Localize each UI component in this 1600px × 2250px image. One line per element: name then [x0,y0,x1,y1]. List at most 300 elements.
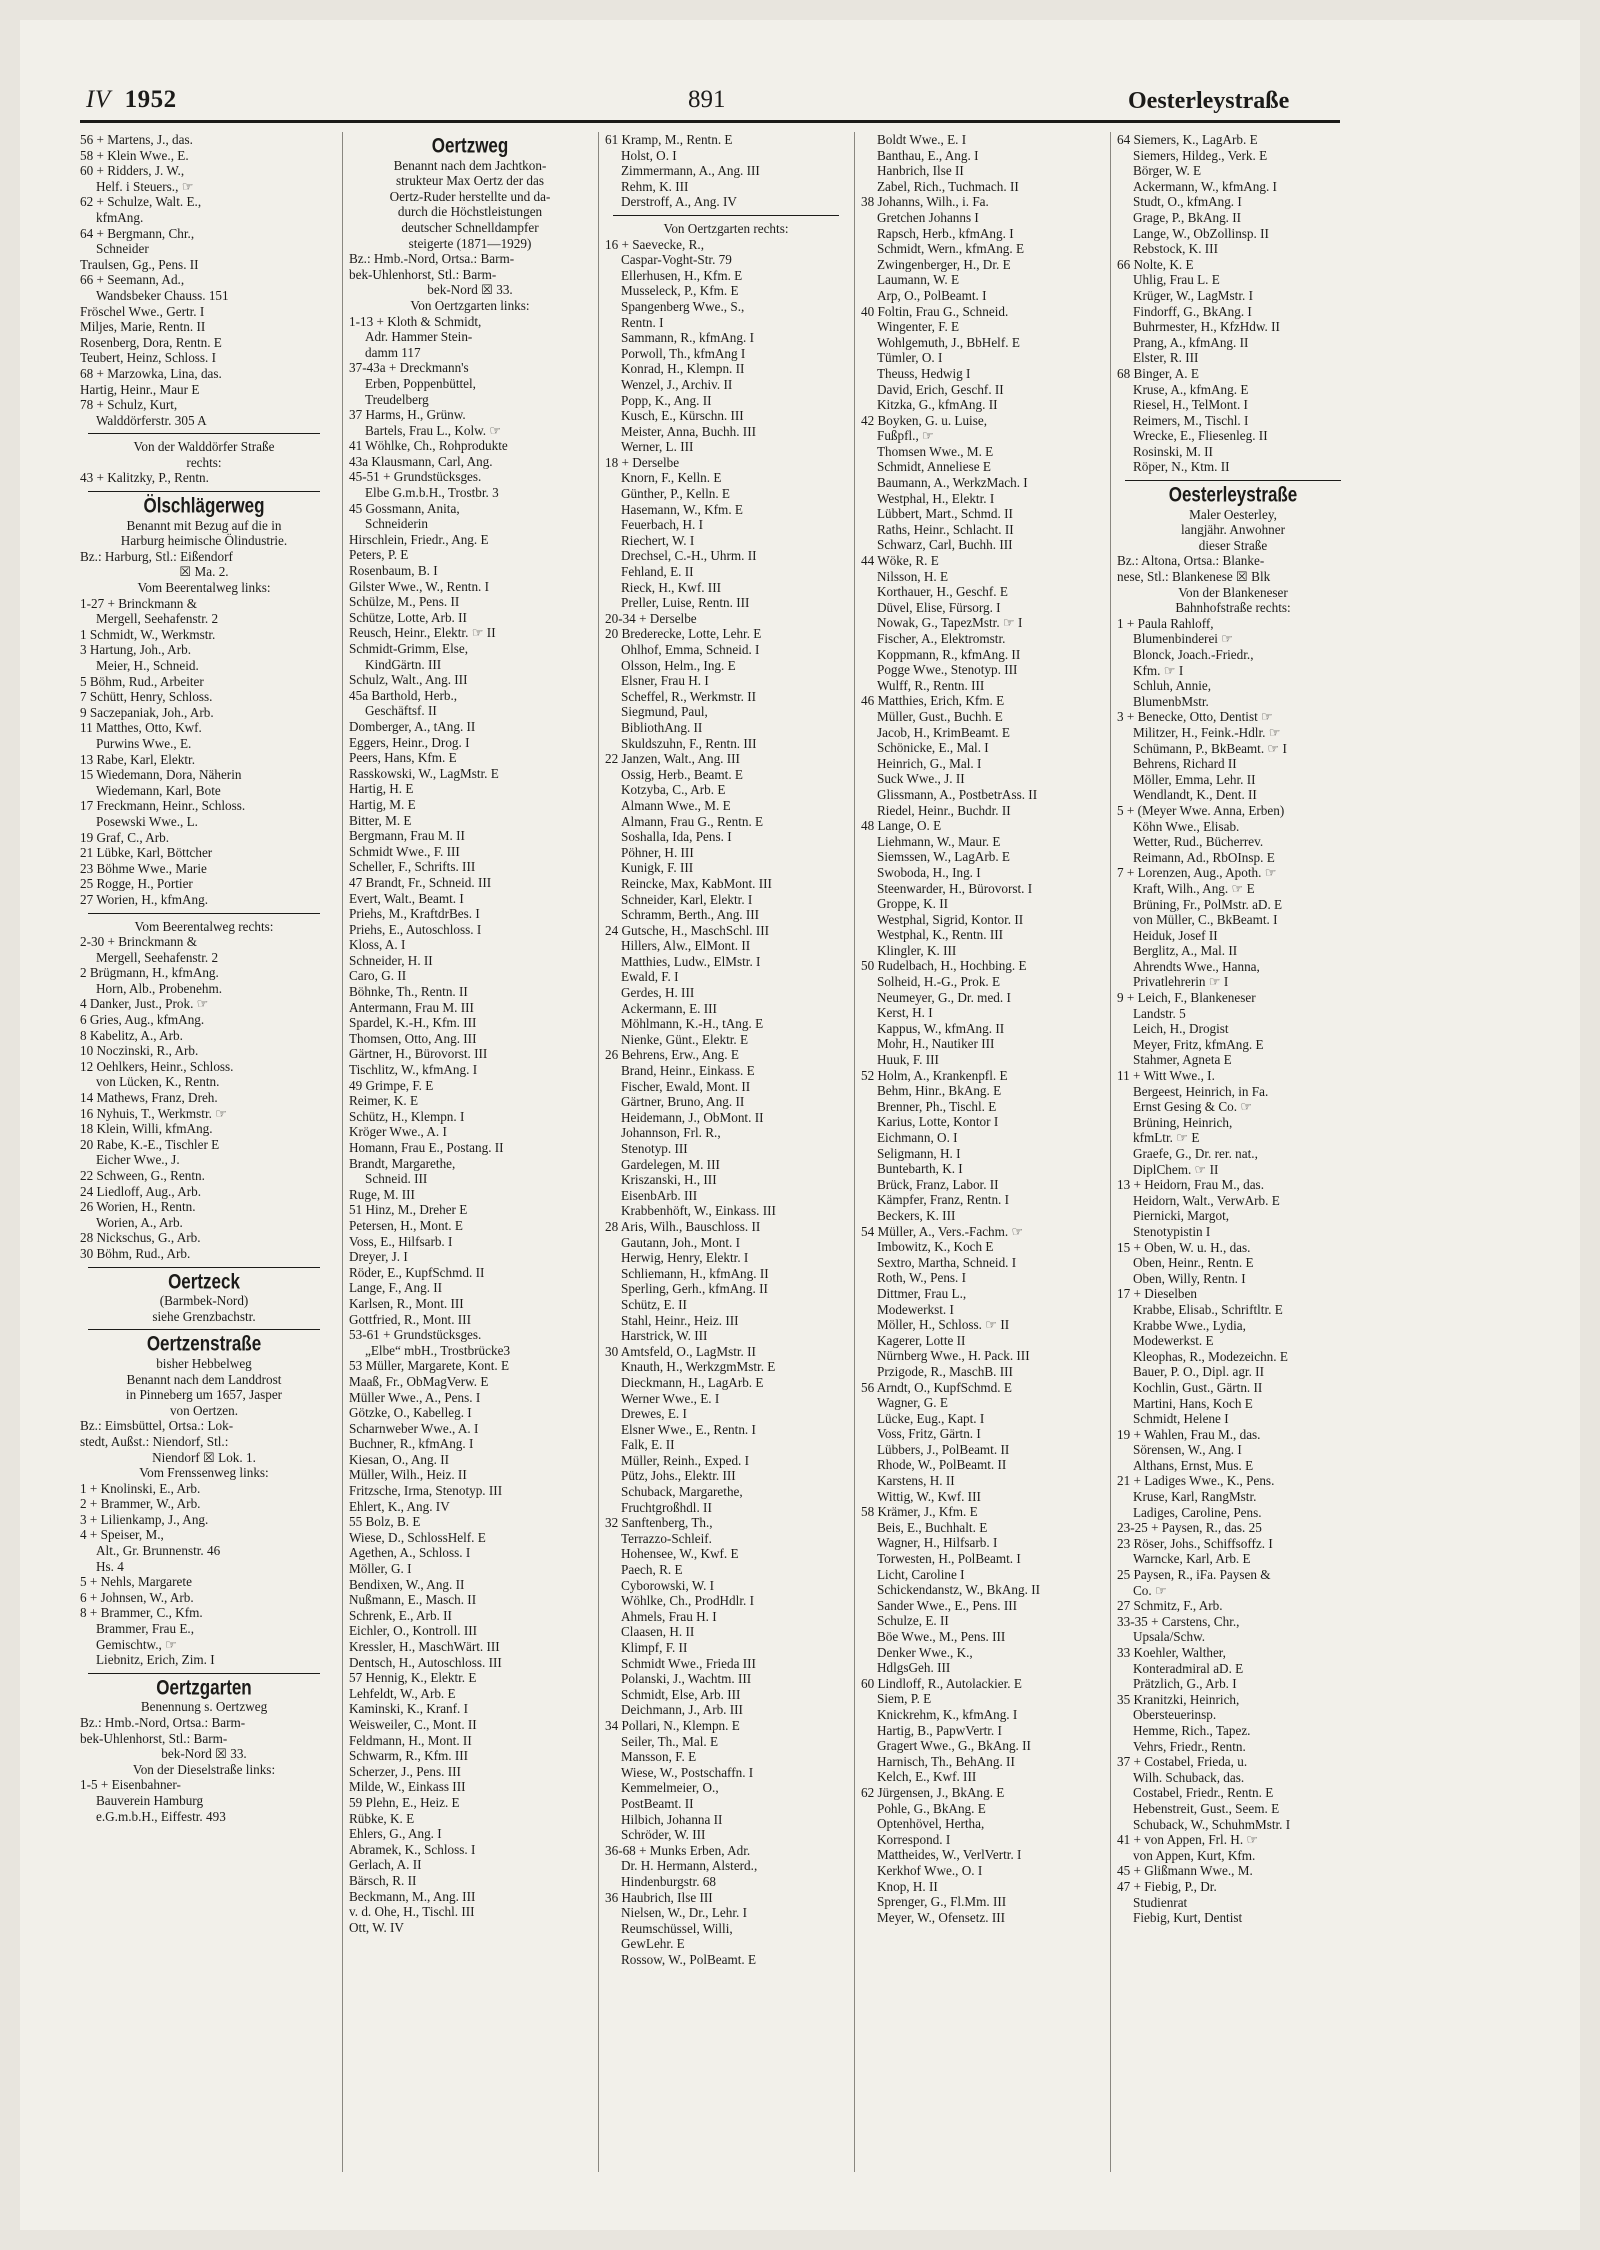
directory-entry: (Barmbek-Nord) [159,1293,249,1309]
directory-entry: von Oertzen. [169,1402,239,1418]
directory-entry: Mattheides, W., VerlVertr. I [877,1847,1022,1863]
directory-entry: Swoboda, H., Ing. I [877,864,981,880]
directory-entry: Heidemann, J., ObMont. II [621,1109,764,1125]
directory-entry: 4 Danker, Just., Prok. ☞ [80,996,209,1012]
directory-entry: Bz.: Harburg, Stl.: Eißendorf [80,548,233,564]
directory-entry: Gardelegen, M. III [621,1156,720,1172]
directory-entry: Wiese, W., Postschaffn. I [621,1764,754,1780]
directory-entry: Sextro, Martha, Schneid. I [877,1254,1017,1270]
directory-entry: Hirschlein, Friedr., Ang. E [349,531,489,547]
directory-entry: Findorff, G., BkAng. I [1133,303,1252,319]
directory-entry: Gautann, Joh., Mont. I [621,1234,741,1250]
directory-entry: Wilh. Schuback, das. [1133,1769,1245,1785]
directory-entry: Lehfeldt, W., Arb. E [349,1685,456,1701]
directory-entry: 58 Krämer, J., Kfm. E [861,1504,978,1520]
directory-entry: Claasen, H. II [621,1624,695,1640]
directory-entry: Korrespond. I [877,1831,951,1847]
directory-entry: bek-Nord ☒ 33. [427,282,513,298]
directory-entry: e.G.m.b.H., Eiffestr. 493 [96,1808,226,1824]
directory-entry: 43 + Kalitzky, P., Rentn. [80,470,209,486]
directory-entry: Schönicke, E., Mal. I [877,740,989,756]
directory-entry: 4 + Speiser, M., [80,1527,164,1543]
street-heading: Oertzweg [431,133,509,158]
directory-entry: Schliemann, H., kfmAng. II [621,1265,769,1281]
directory-entry: Wiedemann, Karl, Bote [96,782,221,798]
directory-entry: 28 Aris, Wilh., Bauschloss. II [605,1218,761,1234]
directory-entry: Prätzlich, G., Arb. I [1133,1676,1237,1692]
directory-entry: Beis, E., Buchhalt. E [877,1519,988,1535]
directory-entry: Baumann, A., WerkzMach. I [877,475,1028,491]
directory-entry: durch die Höchstleistungen [397,204,543,220]
directory-entry: Ruge, M. III [349,1186,415,1202]
column-2 [342,132,591,2172]
directory-entry: Elster, R. III [1133,350,1199,366]
directory-entry: Thomsen Wwe., M. E [877,443,994,459]
directory-entry: Scharnweber Wwe., A. I [349,1420,479,1436]
directory-entry: 62 Jürgensen, J., BkAng. E [861,1784,1005,1800]
directory-entry: deutscher Schnelldampfer [401,219,539,235]
directory-entry: Drechsel, C.-H., Uhrm. II [621,548,757,564]
directory-entry: 23 Röser, Johs., Schiffsoffz. I [1117,1535,1273,1551]
year: 1952 [124,86,177,113]
directory-entry: Kressler, H., MaschWärt. III [349,1639,500,1654]
directory-entry: Sander Wwe., E., Pens. III [877,1597,1018,1613]
directory-entry: 20-34 + Derselbe [605,610,697,626]
directory-entry: Feuerbach, H. I [621,517,704,533]
directory-entry: Oben, Heinr., Rentn. E [1133,1255,1254,1271]
directory-entry: 47 + Fiebig, P., Dr. [1117,1878,1217,1894]
directory-entry: Dreyer, J. I [349,1249,408,1265]
section-divider [88,433,320,434]
directory-entry: Schmidt-Grimm, Else, [349,641,469,656]
directory-entry: Mergell, Seehafenstr. 2 [96,611,219,627]
directory-entry: Wingenter, F. E [877,319,960,335]
directory-entry: Krüger, W., LagMstr. I [1133,287,1253,303]
directory-entry: Sörensen, W., Ang. I [1133,1442,1242,1458]
directory-entry: 1 + Paula Rahloff, [1117,615,1214,631]
directory-entry: Heidorn, Walt., VerwArb. E [1133,1192,1280,1208]
directory-entry: 9 + Leich, F., Blankeneser [1117,990,1256,1006]
directory-entry: Rübke, K. E [349,1810,415,1826]
directory-entry: Imbowitz, K., Koch E [877,1239,994,1255]
directory-entry: Reusch, Heinr., Elektr. ☞ II [349,625,496,641]
directory-entry: Studienrat [1133,1894,1188,1910]
directory-entry: BibliothAng. II [621,719,703,735]
directory-entry: Berglitz, A., Mal. II [1133,943,1238,959]
directory-entry: 53 Müller, Margarete, Kont. E [349,1358,510,1374]
directory-entry: langjähr. Anwohner [1180,522,1285,538]
directory-entry: Heiduk, Josef II [1133,927,1218,943]
directory-entry: Kotzyba, C., Arb. E [621,782,726,798]
directory-entry: Brück, Franz, Labor. II [877,1176,999,1192]
directory-entry: 28 Nickschus, G., Arb. [80,1230,201,1246]
directory-entry: Neumeyer, G., Dr. med. I [877,989,1011,1005]
directory-entry: Eicher Wwe., J. [96,1152,180,1168]
directory-entry: steigerte (1871—1929) [408,235,532,251]
directory-entry: Harburg heimische Ölindustrie. [120,533,288,549]
directory-entry: Graefe, G., Dr. rer. nat., [1133,1146,1258,1161]
directory-entry: Bartels, Frau L., Kolw. ☞ [365,422,502,438]
directory-entry: Peers, Hans, Kfm. E [349,750,457,766]
columns [80,132,1342,2172]
directory-entry: 20 Rabe, K.-E., Tischler E [80,1136,220,1152]
directory-entry: Siemssen, W., LagArb. E [877,849,1010,865]
directory-entry: Zabel, Rich., Tuchmach. II [877,178,1019,194]
directory-entry: 46 Matthies, Erich, Kfm. E [861,693,1005,709]
directory-entry: 50 Rudelbach, H., Hochbing. E [861,958,1027,974]
directory-entry: Bauverein Hamburg [96,1792,204,1808]
header-year [86,86,177,114]
directory-entry: 24 Liedloff, Aug., Arb. [80,1183,201,1199]
directory-entry: Dittmer, Frau L., [877,1285,967,1301]
directory-entry: Antermann, Frau M. III [349,999,474,1015]
directory-entry: Möller, G. I [349,1561,412,1577]
directory-entry: 6 + Johnsen, W., Arb. [80,1589,194,1605]
directory-entry: 51 Hinz, M., Dreher E [349,1202,468,1218]
directory-entry: von Appen, Kurt, Kfm. [1133,1847,1256,1863]
directory-entry: 3 + Benecke, Otto, Dentist ☞ [1117,709,1273,725]
directory-entry: 16 Nyhuis, T., Werkmstr. ☞ [80,1105,228,1121]
directory-entry: Köhn Wwe., Elisab. [1133,818,1240,834]
directory-entry: 2-30 + Brinckmann & [80,934,197,950]
directory-entry: 5 Böhm, Rud., Arbeiter [80,673,204,689]
directory-entry: 47 Brandt, Fr., Schneid. III [349,874,492,890]
directory-entry: 43a Klausmann, Carl, Ang. [349,453,493,469]
directory-entry: Pütz, Johs., Elektr. III [621,1468,736,1484]
directory-entry: Hillers, Alw., ElMont. II [621,938,751,954]
directory-entry: Klingler, K. III [877,942,957,958]
directory-entry: Kfm. ☞ I [1133,662,1184,678]
directory-entry: Riedel, Heinr., Buchdr. II [877,802,1011,818]
directory-entry: 3 Hartung, Joh., Arb. [80,642,191,658]
directory-entry: EisenbArb. III [621,1187,698,1203]
directory-entry: Landstr. 5 [1133,1005,1186,1021]
directory-entry: Terrazzo-Schleif. [621,1530,712,1546]
directory-entry: 37 + Costabel, Frieda, u. [1117,1754,1248,1770]
directory-entry: Kunigk, F. III [621,860,694,876]
street-heading: Oertzeck [168,1269,240,1293]
directory-entry: 6 Gries, Aug., kfmAng. [80,1012,205,1028]
directory-entry: Porwoll, Th., kfmAng I [621,345,746,361]
directory-entry: Rasskowski, W., LagMstr. E [349,765,499,781]
directory-entry: Wohlgemuth, J., BbHelf. E [877,334,1020,350]
directory-entry: 5 + Nehls, Margarete [80,1574,192,1590]
directory-entry: Fiebig, Kurt, Dentist [1133,1910,1243,1926]
directory-entry: Wiese, D., SchlossHelf. E [349,1529,486,1545]
directory-entry: Gerdes, H. III [621,985,695,1001]
directory-entry: Karius, Lotte, Kontor I [877,1114,999,1130]
directory-entry: Ossig, Herb., Beamt. E [621,766,743,782]
directory-entry: Homann, Frau E., Postang. II [349,1140,504,1155]
directory-entry: Klimpf, F. II [621,1640,688,1655]
directory-entry: Kloss, A. I [349,937,406,953]
directory-entry: Wöhlke, Ch., ProdHdlr. I [621,1593,754,1609]
directory-entry: Piernicki, Margot, [1133,1208,1230,1224]
directory-entry: damm 117 [365,344,421,360]
directory-entry: Leich, H., Drogist [1133,1021,1229,1037]
directory-entry: Lange, W., ObZollinsp. II [1133,225,1269,241]
directory-entry: strukteur Max Oertz der das [396,173,544,189]
directory-entry: 34 Pollari, N., Klempn. E [605,1717,740,1733]
directory-entry: 7 Schütt, Henry, Schloss. [80,689,213,705]
directory-entry: Reimann, Ad., RbOInsp. E [1133,849,1275,865]
directory-entry: Pogge Wwe., Stenotyp. III [877,662,1018,678]
directory-entry: Spangenberg Wwe., S., [621,298,745,314]
directory-entry: Krabbe Wwe., Lydia, [1133,1317,1246,1333]
directory-entry: 12 Oehlkers, Heinr., Schloss. [80,1058,234,1074]
directory-entry: 14 Mathews, Franz, Dreh. [80,1090,218,1106]
directory-entry: Beckers, K. III [877,1207,956,1223]
directory-entry: Petersen, H., Mont. E [349,1217,463,1233]
directory-entry: Lübbert, Mart., Schmd. II [877,506,1013,522]
directory-entry: HdlgsGeh. III [877,1660,951,1676]
directory-entry: Licht, Caroline I [877,1566,965,1582]
directory-entry: Almann Wwe., M. E [621,797,731,813]
section-divider [88,491,320,492]
directory-entry: Bz.: Hmb.-Nord, Ortsa.: Barm- [349,251,515,267]
directory-entry: 78 + Schulz, Kurt, [80,397,178,413]
directory-entry: Kraft, Wilh., Ang. ☞ E [1133,880,1255,896]
directory-entry: Bärsch, R. II [349,1872,417,1888]
directory-entry: Harnisch, Th., BehAng. II [877,1753,1015,1769]
directory-entry: Knorn, F., Kelln. E [621,470,722,486]
directory-entry: Schröder, W. III [621,1827,706,1843]
directory-entry: Seiler, Th., Mal. E [621,1733,719,1749]
directory-entry: Eggers, Heinr., Drog. I [349,734,470,750]
directory-entry: 35 Kranitzki, Heinrich, [1117,1691,1240,1707]
directory-entry: Studt, O., kfmAng. I [1133,194,1242,210]
directory-entry: Westphal, K., Rentn. III [877,927,1004,943]
directory-entry: Fritzsche, Irma, Stenotyp. III [349,1483,503,1499]
directory-entry: Bendixen, W., Ang. II [349,1576,465,1592]
directory-entry: Kusch, E., Kürschn. III [621,408,744,424]
directory-entry: Steenwarder, H., Bürovorst. I [877,880,1033,896]
directory-entry: Tümler, O. I [877,350,943,366]
directory-entry: Optenhövel, Hertha, [877,1816,985,1832]
directory-entry: 27 Worien, H., kfmAng. [80,891,208,907]
directory-entry: 18 + Derselbe [605,454,680,470]
directory-entry: Knickrehm, K., kfmAng. I [877,1706,1018,1722]
directory-entry: Zwingenberger, H., Dr. E [877,256,1011,272]
directory-entry: v. d. Ohe, H., Tischl. III [349,1904,475,1920]
directory-entry: Brenner, Ph., Tischl. E [877,1098,997,1114]
directory-entry: 19 Graf, C., Arb. [80,829,170,845]
directory-entry: Von der Blankeneser [1178,584,1288,600]
directory-entry: Fischer, Ewald, Mont. II [621,1078,751,1094]
directory-entry: Kruse, A., kfmAng. E [1133,381,1249,397]
directory-entry: Schümann, P., BkBeamt. ☞ I [1133,740,1287,756]
directory-entry: Upsala/Schw. [1133,1629,1206,1645]
directory-entry: Ehlert, K., Ang. IV [349,1498,450,1514]
directory-entry: Schmidt Wwe., Frieda III [621,1655,756,1671]
directory-entry: 17 + Dieselben [1117,1286,1197,1302]
directory-entry: Karlsen, R., Mont. III [349,1295,464,1311]
directory-entry: Deichmann, J., Arb. III [621,1702,743,1718]
directory-entry: Kagerer, Lotte II [877,1332,966,1348]
directory-entry: 24 Gutsche, H., MaschSchl. III [605,922,770,938]
directory-entry: Domberger, A., tAng. II [349,718,476,734]
directory-entry: Beckmann, M., Ang. III [349,1888,476,1904]
directory-entry: stedt, Außst.: Niendorf, Stl.: [80,1433,229,1449]
directory-entry: Riechert, W. I [621,532,695,548]
directory-entry: 68 Binger, A. E [1117,365,1199,381]
directory-entry: Westphal, H., Elektr. I [877,490,995,506]
directory-entry: Rossow, W., PolBeamt. E [621,1951,757,1967]
directory-entry: Scheller, F., Schrifts. III [349,859,476,875]
directory-entry: Althans, Ernst, Mus. E [1133,1457,1254,1473]
directory-entry: Möller, Emma, Lehr. II [1133,771,1256,787]
directory-entry: Hartig, B., PapwVertr. I [877,1722,1002,1738]
directory-entry: Hebenstreit, Gust., Seem. E [1133,1800,1280,1816]
directory-entry: Von Oertzgarten rechts: [663,220,789,236]
directory-entry: Caro, G. II [349,968,407,984]
directory-entry: Voss, E., Hilfsarb. I [349,1233,453,1249]
directory-entry: Bergmann, Frau M. II [349,828,465,844]
section-divider [1125,480,1341,481]
directory-entry: 26 Behrens, Erw., Ang. E [605,1047,739,1063]
directory-entry: 25 Rogge, H., Portier [80,876,193,892]
directory-entry: Siegmund, Paul, [621,704,708,720]
directory-entry: Reumschüssel, Willi, [621,1920,733,1936]
directory-entry: Lücke, Eug., Kapt. I [877,1410,985,1426]
directory-entry: Schneider, Karl, Elektr. I [621,891,753,907]
directory-entry: Nilsson, H. E [877,568,949,584]
directory-entry: 60 Lindloff, R., Autolackier. E [861,1675,1022,1691]
directory-entry: bisher Hebbelweg [156,1355,252,1371]
directory-entry: Ellerhusen, H., Kfm. E [621,267,743,283]
directory-entry: 1-13 + Kloth & Schmidt, [349,313,482,329]
directory-entry: Schulz, Walt., Ang. III [349,672,468,688]
directory-entry: Hindenburgstr. 68 [621,1873,716,1889]
directory-entry: Kelch, E., Kwf. III [877,1769,977,1785]
directory-entry: 21 + Ladiges Wwe., K., Pens. [1117,1473,1275,1489]
directory-entry: Rieck, H., Kwf. III [621,579,721,595]
directory-entry: 1 + Knolinski, E., Arb. [80,1480,201,1496]
directory-entry: 41 Wöhlke, Ch., Rohprodukte [349,438,508,454]
directory-entry: Sperling, Gerh., kfmAng. II [621,1281,768,1297]
directory-entry: Schuback, Margarethe, [621,1484,743,1500]
directory-entry: Bz.: Hmb.-Nord, Ortsa.: Barm- [80,1715,246,1730]
directory-entry: Werner Wwe., E. I [621,1390,720,1406]
directory-entry: Mohr, H., Nautiker III [877,1036,995,1052]
directory-entry: Benannt nach dem Jachtkon- [393,157,547,173]
directory-entry: Meister, Anna, Buchh. III [621,423,756,439]
directory-entry: Schütz, E. II [621,1296,687,1312]
directory-entry: Purwins Wwe., E. [96,735,192,751]
directory-entry: Schneider [96,241,149,257]
directory-entry: Meyer, Fritz, kfmAng. E [1133,1036,1264,1052]
directory-entry: Wrecke, E., Fliesenleg. II [1133,428,1268,444]
directory-entry: 53-61 + Grundstücksges. [349,1327,482,1343]
directory-entry: Bahnhofstraße rechts: [1175,600,1291,616]
directory-entry: Przigode, R., MaschB. III [877,1363,1013,1379]
directory-entry: Feldmann, H., Mont. II [349,1732,472,1748]
directory-entry: Obersteuerinsp. [1133,1707,1217,1723]
directory-entry: 37-43a + Dreckmann's [349,360,469,376]
directory-entry: Ott, W. IV [349,1919,404,1935]
directory-entry: Gretchen Johanns I [877,209,979,225]
directory-entry: 9 Saczepaniak, Joh., Arb. [80,704,214,720]
directory-entry: 59 Plehn, E., Heiz. E [349,1794,460,1810]
directory-entry: 27 Schmitz, F., Arb. [1117,1598,1223,1614]
directory-entry: Benannt nach dem Landdrost [126,1371,282,1387]
directory-entry: Schramm, Berth., Ang. III [621,907,760,923]
directory-entry: Benennung s. Oertzweg [140,1699,268,1715]
directory-entry: Düvel, Elise, Fürsorg. I [877,599,1001,615]
directory-entry: Böhnke, Th., Rentn. II [349,984,468,1000]
directory-entry: 26 Worien, H., Rentn. [80,1199,196,1215]
directory-entry: Reimer, K. E [349,1093,419,1109]
directory-entry: 60 + Ridders, J. W., [80,163,185,179]
directory-entry: KindGärtn. III [365,656,442,672]
directory-entry: Miljes, Marie, Rentn. II [80,319,206,335]
directory-entry: Uhlig, Frau L. E [1133,272,1220,288]
directory-entry: Hs. 4 [96,1558,124,1574]
directory-entry: Torwesten, H., PolBeamt. I [877,1551,1021,1567]
directory-entry: Brandt, Margarethe, [349,1155,456,1171]
directory-entry: Gragert Wwe., G., BkAng. II [877,1738,1031,1754]
directory-entry: Elsner, Frau H. I [621,673,709,689]
directory-entry: Maaß, Fr., ObMagVerw. E [349,1373,489,1389]
directory-entry: 15 Wiedemann, Dora, Näherin [80,767,242,783]
directory-entry: Walddörferstr. 305 A [96,412,207,428]
directory-entry: Eichmann, O. I [877,1130,958,1145]
directory-entry: 1-27 + Brinckmann & [80,595,197,611]
volume-prefix: IV [86,86,111,113]
directory-entry: 37 Harms, H., Grünw. [349,407,466,423]
directory-entry: Jacob, H., KrimBeamt. E [877,724,1010,740]
directory-entry: 20 Brederecke, Lotte, Lehr. E [605,626,762,642]
directory-entry: Scherzer, J., Pens. III [349,1763,461,1779]
directory-entry: Kruse, Karl, RangMstr. [1133,1489,1257,1505]
directory-entry: 45a Barthold, Herb., [349,687,458,703]
directory-entry: Riesel, H., TelMont. I [1133,397,1248,413]
directory-entry: Johannson, Frl. R., [621,1125,721,1141]
directory-entry: Oben, Willy, Rentn. I [1133,1270,1246,1286]
directory-entry: Maler Oesterley, [1189,506,1277,522]
directory-entry: Scheffel, R., Werkmstr. II [621,688,757,704]
directory-entry: Kämpfer, Franz, Rentn. I [877,1192,1010,1208]
directory-entry: Schwarz, Carl, Buchh. III [877,537,1013,553]
directory-entry: Eichler, O., Kontroll. III [349,1623,478,1639]
directory-entry: Rosenbaum, B. I [349,563,438,579]
directory-entry: Ladiges, Caroline, Pens. [1133,1504,1262,1520]
directory-entry: Rehm, K. III [621,178,689,194]
directory-entry: Popp, K., Ang. II [621,392,712,408]
directory-entry: Gottfried, R., Mont. III [349,1311,471,1327]
directory-entry: Blumenbinderei ☞ [1133,631,1234,647]
directory-entry: Wendlandt, K., Dent. II [1133,787,1257,803]
directory-entry: bek-Nord ☒ 33. [161,1746,247,1762]
directory-entry: Spardel, K.-H., Kfm. III [349,1015,477,1031]
directory-entry: Kröger Wwe., A. I [349,1124,447,1140]
directory-entry: bek-Uhlenhorst, Stl.: Barm- [349,266,497,282]
directory-entry: Siem, P. E [877,1691,932,1707]
directory-entry: Elbe G.m.b.H., Trostbr. 3 [365,485,499,501]
directory-entry: Adr. Hammer Stein- [365,329,473,345]
directory-entry: Stenotypistin I [1133,1223,1211,1239]
directory-entry: Nußmann, E., Masch. II [349,1592,477,1608]
directory-entry: Rebstock, K. III [1133,241,1218,257]
directory-entry: Müller, Gust., Buchh. E [877,708,1003,724]
directory-entry: 25 Paysen, R., iFa. Paysen & [1117,1567,1271,1583]
directory-entry: 54 Müller, A., Vers.-Fachm. ☞ [861,1223,1024,1239]
directory-entry: Brüning, Heinrich, [1133,1114,1233,1130]
directory-entry: 15 + Oben, W. u. H., das. [1117,1239,1251,1255]
directory-entry: Erben, Poppenbüttel, [365,375,476,391]
directory-entry: Rhode, W., PolBeamt. II [877,1457,1007,1473]
directory-entry: Abramek, K., Schloss. I [349,1841,476,1857]
